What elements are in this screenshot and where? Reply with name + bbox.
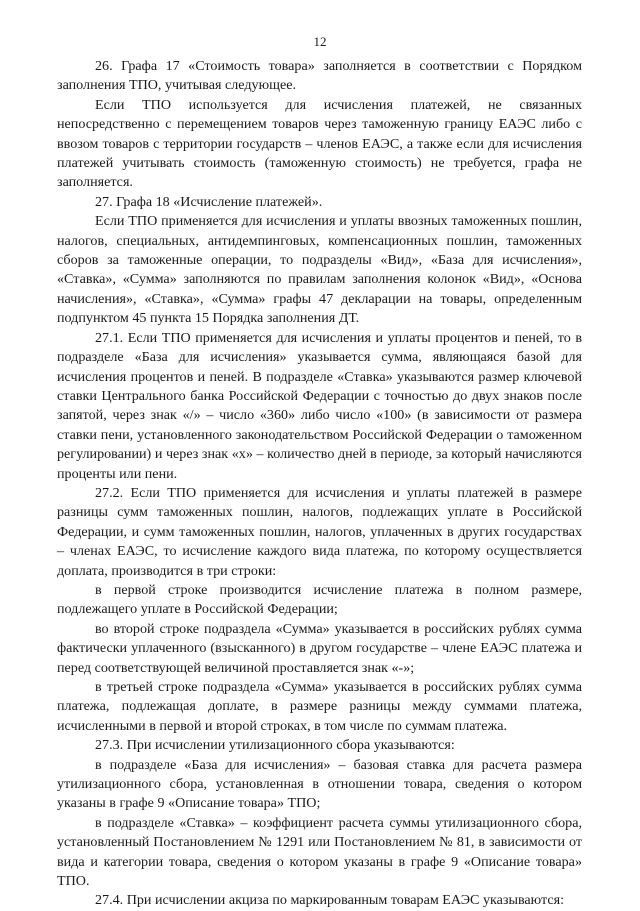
paragraph-27-general: Если ТПО применяется для исчисления и уплаты ввозных таможенных пошлин, налогов, специальных, антидемпинговых, компенсационных пошлин, таможенных сборов за таможенные операции, то подразделы «Вид», «База для исчисления», «Ставка», «Сумма» заполняются по правилам заполнения колонок «Вид», «Основа начисления», «Ставка», «Сумма» графы 47 декларации на товары, определенным подпунктом 45 пункта 15 Порядка заполнения ДТ. [57, 213, 582, 327]
paragraph-27-3-base: в подразделе «База для исчисления» – базовая ставка для расчета размера утилизационного сбора, установленная в отношении товара, сведения о котором указаны в графе 9 «Описание товара» ТПО; [57, 756, 582, 812]
paragraph-27: 27. Графа 18 «Исчисление платежей». [95, 193, 323, 210]
paragraph-27-3-rate: в подразделе «Ставка» – коэффициент расчета суммы утилизационного сбора, установленный Постановлением № 1291 или Постановлением № 81, в зависимости от вида и категории товара, сведения о котором указаны в графе 9 «Описание товара» ТПО. [57, 814, 582, 890]
paragraph-27-2-line-1: в первой строке производится исчисление платежа в полном размере, подлежащего уплате в Российской Федерации; [57, 581, 582, 618]
page-number: 12 [313, 34, 327, 49]
paragraph-27-2-line-3: в третьей строке подраздела «Сумма» указывается в российских рублях сумма платежа, подлежащая доплате, в размере разницы между суммами платежа, исчисленными в первой и второй строках, в том числе по суммам платежа. [57, 679, 582, 734]
paragraph-27-2: 27.2. Если ТПО применяется для исчисления и уплаты платежей в размере разницы сумм таможенных пошлин, налогов, подлежащих уплате в Российской Федерации, и сумм таможенных пошлин, налогов, уплаченных в других государствах – членах ЕАЭС, то исчисление каждого вида платежа, по которому осуществляется доплата, производится в три строки: [57, 484, 582, 579]
paragraph-26: 26. Графа 17 «Стоимость товара» заполняется в соответствии с Порядком заполнения ТПО, учитывая следующее. [57, 58, 582, 94]
paragraph-27-3: 27.3. При исчислении утилизационного сбора указываются: [95, 737, 455, 754]
paragraph-27-1: 27.1. Если ТПО применяется для исчисления и уплаты процентов и пеней, то в подразделе «База для исчисления» указывается сумма, являющаяся базой для исчисления процентов и пеней. В подразделе «Ставка» указываются размер ключевой ставки Центрального банка Российской Федерации с точностью до двух знаков после запятой, через знак «/» – число «360» либо число «100» (в зависимости от размера ставки пени, установленного законодательством Российской Федерации о таможенном регулировании) и через знак «х» – количество дней в периоде, за который начисляются проценты или пени. [57, 329, 582, 482]
document-body [57, 57, 582, 911]
paragraph-27-2-line-2: во второй строке подраздела «Сумма» указывается в российских рублях сумма фактически уплаченного (взысканного) в другом государстве – члене ЕАЭС платежа и перед соответствующей величиной проставляется знак «-»; [57, 620, 582, 676]
paragraph-26-condition: Если ТПО используется для исчисления платежей, не связанных непосредственно с перемещением товаров через таможенную границу ЕАЭС либо с ввозом товаров с территории государств – членов ЕАЭС, а также если для исчисления платежей учитывать стоимость (таможенную стоимость) не требуется, графа не заполняется. [57, 96, 582, 191]
paragraph-27-4: 27.4. При исчислении акциза по маркированным товарам ЕАЭС указываются: [95, 892, 564, 909]
